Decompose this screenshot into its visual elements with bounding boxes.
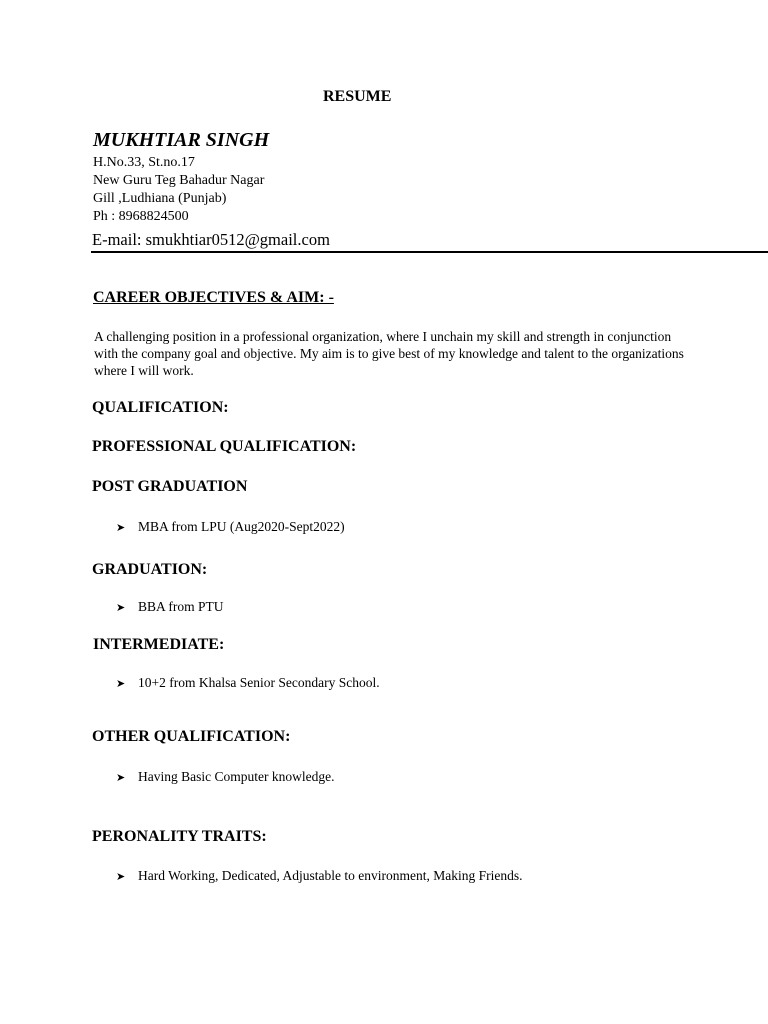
arrowhead-bullet-icon: ➤: [116, 676, 126, 690]
resume-title: RESUME: [323, 88, 392, 105]
arrowhead-bullet-icon: ➤: [116, 600, 126, 614]
list-item: [116, 675, 380, 691]
list-item: [116, 868, 522, 884]
professional-qualification-heading: PROFESSIONAL QUALIFICATION:: [92, 438, 357, 455]
address-line-2: New Guru Teg Bahadur Nagar: [93, 173, 265, 188]
phone-number: Ph : 8968824500: [93, 209, 189, 224]
career-objectives-heading: CAREER OBJECTIVES & AIM: -: [93, 289, 334, 306]
arrowhead-bullet-icon: ➤: [116, 869, 126, 883]
arrowhead-bullet-icon: ➤: [116, 520, 126, 534]
personality-traits-heading: PERONALITY TRAITS:: [92, 828, 267, 845]
email-address: E-mail: smukhtiar0512@gmail.com: [92, 230, 330, 249]
other-qualification-item: Having Basic Computer knowledge.: [138, 769, 335, 784]
candidate-name: MUKHTIAR SINGH: [93, 129, 270, 151]
address-line-3: Gill ,Ludhiana (Punjab): [93, 191, 227, 206]
intermediate-item: 10+2 from Khalsa Senior Secondary School.: [138, 675, 380, 690]
address-line-1: H.No.33, St.no.17: [93, 155, 195, 170]
list-item: [116, 769, 334, 785]
personality-traits-item: Hard Working, Dedicated, Adjustable to environment, Making Friends.: [138, 868, 523, 883]
header-divider: [91, 251, 768, 253]
post-graduation-heading: POST GRADUATION: [92, 478, 248, 495]
graduation-heading: GRADUATION:: [92, 561, 208, 578]
other-qualification-heading: OTHER QUALIFICATION:: [92, 728, 291, 745]
post-graduation-item: MBA from LPU (Aug2020-Sept2022): [138, 519, 345, 534]
list-item: [116, 599, 224, 615]
career-objectives-text: A challenging position in a professional organization, where I unchain my skill and strength in conjunction with the company goal and objective. My aim is to give best of my knowledge and talent to the organizations where I will work.: [94, 329, 684, 378]
intermediate-heading: INTERMEDIATE:: [93, 636, 225, 653]
arrowhead-bullet-icon: ➤: [116, 770, 126, 784]
list-item: [116, 519, 345, 535]
graduation-item: BBA from PTU: [138, 599, 224, 614]
qualification-heading: QUALIFICATION:: [92, 399, 229, 416]
